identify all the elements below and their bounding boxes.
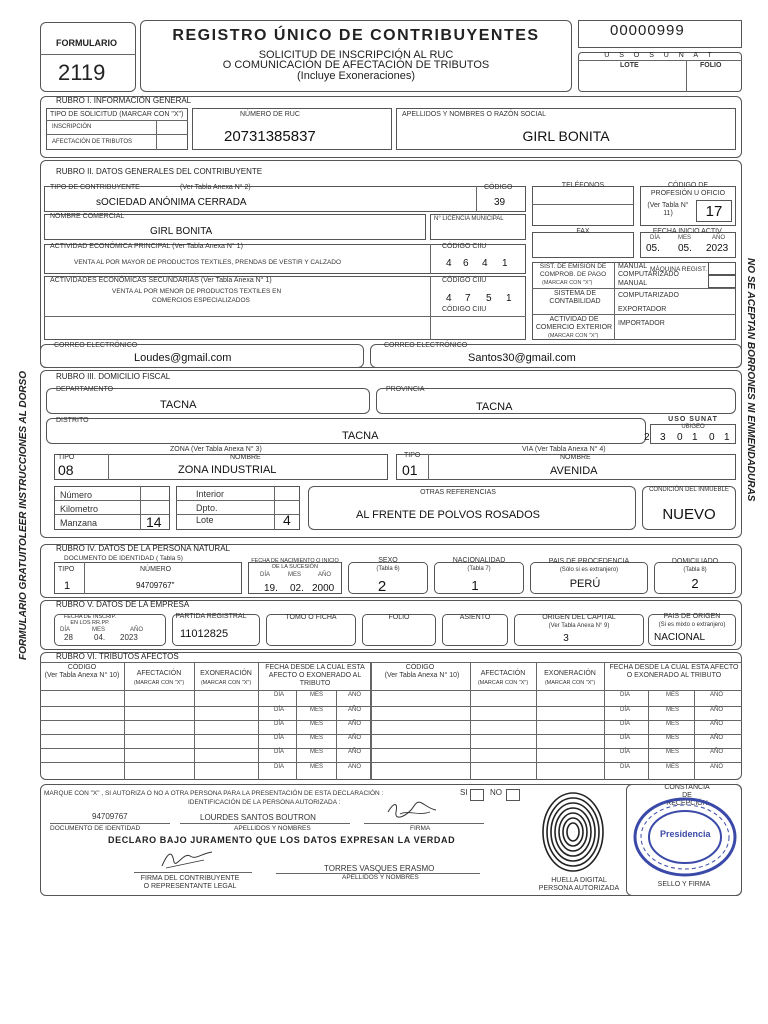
computarizado-checkbox[interactable]	[708, 275, 736, 288]
subtitle-1: SOLICITUD DE INSCRIPCIÓN AL RUC	[258, 49, 454, 61]
trib-date-mes-label: MES	[666, 735, 680, 741]
codigo-ciiu-label-3: CÓDIGO CIIU	[442, 306, 487, 313]
zona-label: ZONA (Ver Tabla Anexa N° 3)	[170, 446, 262, 453]
origen-capital-ref: (Ver Tabla Anexa N° 9)	[548, 623, 610, 629]
trib-date-anio-label: AÑO	[348, 749, 362, 755]
lote-label: LOTE	[620, 62, 639, 69]
signature-2	[156, 846, 216, 872]
divider	[44, 316, 526, 317]
rubro-1-title: RUBRO I. INFORMACIÓN GENERAL	[56, 96, 192, 105]
provincia-value: TACNA	[476, 401, 513, 413]
declaro-text: DECLARO BAJO JURAMENTO QUE LOS DATOS EXPRESAN LA VERDAD	[108, 835, 456, 845]
manual-label-2: MANUAL	[618, 280, 648, 287]
nombre-comercial-label: NOMBRE COMERCIAL	[50, 213, 125, 220]
autoriza-text: MARQUE CON "X" , SI AUTORIZA O NO A OTRA PERSONA PARA LA PRESENTACIÓN DE ESTA DECLARACIÓN :	[44, 790, 384, 797]
ruc-value: 20731385837	[224, 128, 316, 145]
ciiu1-digit-4: 1	[502, 258, 508, 269]
trib-date-dia-label: DÍA	[620, 721, 631, 727]
trib-date-dia-label: DÍA	[274, 707, 285, 713]
tomo-label: TOMO O FICHA	[285, 614, 337, 621]
divider	[532, 314, 736, 315]
divider	[274, 486, 275, 530]
ubigeo-label: UBIGEO	[681, 424, 705, 430]
trib-date-mes-label: MES	[666, 749, 680, 755]
trib-fecha-label-2: FECHA DESDE LA CUAL ESTA AFECTO O EXONERADO AL TRIBUTO	[609, 664, 739, 679]
side-text-right: NO SE ACEPTAN BORRONES NI ENMENDADURAS	[745, 258, 756, 502]
divider	[40, 720, 742, 721]
sist-emision-label: SIST. DE EMISIÓN DE COMPROB. DE PAGO	[539, 263, 607, 278]
ident-text: IDENTIFICACIÓN DE LA PERSONA AUTORIZADA :	[188, 799, 341, 806]
divider	[176, 514, 300, 515]
nombre-label: APELLIDOS Y NOMBRES O RAZÓN SOCIAL	[402, 111, 547, 118]
afectacion-checkbox[interactable]	[158, 135, 186, 149]
tipo-contribuyente-ref: (Ver Tabla Anexa N° 2)	[180, 184, 251, 191]
divider	[108, 454, 109, 480]
nac-anio: AÑO	[318, 572, 332, 578]
tipo-contribuyente-label: TIPO DE CONTRIBUYENTE	[50, 184, 140, 191]
domiciliado-ref: (Tabla 8)	[683, 567, 707, 573]
provincia-label: PROVINCIA	[386, 386, 425, 393]
rubro-2-title: RUBRO II. DATOS GENERALES DEL CONTRIBUYENTE	[56, 167, 263, 176]
autorizado-doc-label: DOCUMENTO DE IDENTIDAD	[50, 825, 141, 832]
inscrip-dia: DÍA	[60, 627, 71, 633]
act-comercio-marcar: (MARCAR CON "X")	[548, 333, 599, 339]
ciiu2-digit-2: 7	[465, 293, 471, 304]
distrito-label: DISTRITO	[56, 417, 89, 424]
profesion-value: 17	[705, 203, 723, 220]
doc-tipo-label: TIPO	[58, 566, 75, 573]
divider	[134, 872, 252, 873]
ubigeo-digit-3: 0	[677, 432, 683, 443]
trib-date-dia-label: DÍA	[620, 735, 631, 741]
subtitle-3: (Incluye Exoneraciones)	[296, 70, 415, 82]
zona-nombre-value: ZONA INDUSTRIAL	[178, 464, 277, 476]
ubigeo-digit-2: 3	[660, 432, 666, 443]
telefonos-label: TELÉFONOS	[561, 182, 605, 189]
kilometro-label: Kilometro	[60, 504, 99, 514]
fecha-nacimiento-label: FECHA DE NACIMIENTO O INICIO DE LA SUCESIÓN	[251, 558, 339, 570]
trib-exoneracion-marcar-2: (MARCAR CON "X")	[544, 680, 596, 686]
fecha-inicio-dia: 05.	[646, 243, 660, 254]
fecha-mes: MES	[678, 235, 692, 241]
manzana-value: 14	[146, 514, 162, 530]
actividad-secundaria-value-2: COMERCIOS ESPECIALIZADOS	[152, 297, 250, 304]
fecha-nacimiento-mes: 02.	[290, 583, 304, 594]
ubigeo-digit-1: 2	[644, 432, 650, 443]
divider	[40, 54, 136, 55]
trib-exoneracion-label-2: EXONERACIÓN	[544, 670, 596, 677]
interior-grid	[176, 486, 300, 530]
domiciliado-label: DOMICILIADO	[671, 558, 719, 565]
fingerprint-image	[540, 788, 606, 874]
divider	[428, 454, 429, 480]
ubigeo-digit-5: 0	[709, 432, 715, 443]
origen-capital-label: ORIGEN DEL CAPITAL	[542, 614, 616, 621]
telefonos-box	[532, 186, 634, 226]
via-nombre-label: NOMBRE	[560, 454, 591, 461]
exportador-label: EXPORTADOR	[618, 306, 667, 313]
trib-date-dia-label: DÍA	[274, 735, 285, 741]
trib-date-dia-label: DÍA	[620, 764, 631, 770]
trib-date-anio-label: AÑO	[710, 735, 724, 741]
trib-date-anio-label: AÑO	[710, 692, 724, 698]
trib-date-mes-label: MES	[310, 764, 324, 770]
ciiu1-digit-2: 6	[463, 258, 469, 269]
huella-label: HUELLA DIGITAL PERSONA AUTORIZADA	[538, 877, 620, 892]
nombre-comercial-value: GIRL BONITA	[150, 226, 213, 237]
divider	[40, 762, 742, 763]
serial-number: 00000999	[610, 22, 685, 39]
divider	[84, 562, 85, 594]
lote-label: Lote	[196, 515, 214, 525]
divider	[40, 662, 742, 663]
no-label: NO	[490, 788, 502, 797]
fecha-inscrip-anio: 2023	[120, 633, 138, 642]
inscrip-mes: MES	[92, 627, 106, 633]
actividad-secundaria-label: ACTIVIDADES ECONÓMICAS SECUNDARIAS (Ver Tabla Anexa N° 1)	[50, 277, 272, 284]
ciiu2-digit-3: 5	[486, 293, 492, 304]
si-checkbox[interactable]	[470, 789, 484, 801]
trib-date-anio-label: AÑO	[710, 707, 724, 713]
otras-referencias-label: OTRAS REFERENCIAS	[420, 489, 496, 496]
act-comercio-label: ACTIVIDAD DE COMERCIO EXTERIOR	[535, 316, 613, 331]
actividad-principal-value: VENTA AL POR MAYOR DE PRODUCTOS TEXTILES, PRENDAS DE VESTIR Y CALZADO	[74, 259, 342, 266]
trib-date-anio-label: AÑO	[348, 764, 362, 770]
subtitle-2: O COMUNICACIÓN DE AFECTACIÓN DE TRIBUTOS	[222, 59, 490, 71]
trib-codigo-ref-2: (Ver Tabla Anexa N° 10)	[384, 672, 460, 679]
trib-fecha-label-1: FECHA DESDE LA CUAL ESTA AFECTO O EXONERADO AL TRIBUTO	[265, 664, 365, 687]
fax-label: FAX	[576, 228, 590, 235]
nacionalidad-value: 1	[471, 578, 479, 593]
sist-emision-marcar: (MARCAR CON "X")	[542, 280, 593, 286]
autorizado-doc: 94709767	[92, 812, 128, 821]
inscripcion-label: INSCRIPCIÓN	[52, 124, 92, 130]
ciiu1-digit-3: 4	[482, 258, 488, 269]
departamento-value: TACNA	[160, 399, 197, 411]
divider	[648, 690, 649, 780]
folio-label-2: FOLIO	[388, 614, 410, 621]
tipo-contribuyente-value: sOCIEDAD ANÓNIMA CERRADA	[96, 197, 247, 208]
divider	[40, 748, 742, 749]
inscrip-anio: AÑO	[130, 627, 144, 633]
profesion-label-1: CÓDIGO DE	[667, 182, 709, 189]
constancia-label: CONSTANCIA DE RECEPCIÓN	[664, 784, 710, 807]
divider	[476, 186, 477, 212]
stamp-text: Presidencia	[660, 829, 711, 839]
signature-1	[384, 798, 440, 820]
divider	[614, 262, 615, 340]
manual-label: MANUAL	[618, 263, 648, 270]
trib-date-dia-label: DÍA	[274, 764, 285, 770]
divider	[50, 823, 170, 824]
codigo-ciiu-label-1: CÓDIGO CIIU	[442, 243, 487, 250]
trib-date-mes-label: MES	[666, 764, 680, 770]
tipo-solicitud-label: TIPO DE SOLICITUD (MARCAR CON "X")	[50, 111, 184, 118]
trib-date-mes-label: MES	[310, 692, 324, 698]
fecha-inscrip-label: FECHA DE INSCRIP. EN LOS RR.PP.	[63, 614, 117, 626]
manual-checkbox[interactable]	[708, 262, 736, 275]
divider	[430, 276, 431, 340]
zona-nombre-label: NOMBRE	[230, 454, 261, 461]
fecha-inscrip-dia: 28	[64, 633, 73, 642]
trib-date-mes-label: MES	[666, 707, 680, 713]
zona-tipo-value: 08	[58, 462, 74, 478]
uso-sunat-label: U S O S U N A T	[604, 52, 716, 59]
divider	[176, 500, 300, 501]
divider	[180, 823, 350, 824]
manzana-label: Manzana	[60, 518, 98, 528]
trib-date-anio-label: AÑO	[710, 721, 724, 727]
actividad-secundaria-value-1: VENTA AL POR MENOR DE PRODUCTOS TEXTILES EN	[112, 288, 282, 295]
inscripcion-checkbox[interactable]	[158, 121, 186, 133]
ciiu2-digit-1: 4	[446, 293, 452, 304]
formulario-label: FORMULARIO	[56, 38, 117, 48]
computarizado-label-1: COMPUTARIZADO	[618, 271, 679, 278]
asiento-label: ASIENTO	[459, 614, 491, 621]
via-label: VIA (Ver Tabla Anexa N° 4)	[522, 446, 606, 453]
actividad-principal-label: ACTIVIDAD ECONÓMICA PRINCIPAL (Ver Tabla Anexa N° 1)	[50, 243, 243, 250]
divider	[336, 690, 337, 780]
correo-2-value: Santos30@gmail.com	[468, 352, 576, 364]
pais-procedencia-label: PAIS DE PROCEDENCIA	[548, 558, 630, 565]
divider	[578, 60, 742, 61]
doc-numero-label: NÚMERO	[140, 566, 172, 573]
pais-procedencia-ref: (Sólo si es extranjero)	[559, 567, 619, 573]
distrito-value: TACNA	[342, 430, 379, 442]
trib-date-dia-label: DÍA	[620, 707, 631, 713]
trib-date-mes-label: MES	[310, 721, 324, 727]
fecha-inicio-anio: 2023	[706, 243, 729, 254]
divider	[430, 244, 431, 274]
trib-date-dia-label: DÍA	[620, 749, 631, 755]
fecha-anio: AÑO	[712, 235, 726, 241]
dpto-label: Dpto.	[196, 503, 218, 513]
trib-codigo-label-1: CÓDIGO	[67, 664, 97, 671]
trib-date-anio-label: AÑO	[348, 721, 362, 727]
divider	[140, 486, 141, 530]
trib-afectacion-label-2: AFECTACIÓN	[480, 670, 526, 677]
contribuyente-nombre: TORRES VASQUES ERASMO	[324, 864, 435, 873]
pais-origen-ref: (Si es mixto o extranjero)	[658, 622, 726, 628]
sexo-label: SEXO	[378, 557, 398, 564]
doc-identidad-label: DOCUMENTO DE IDENTIDAD ( Tabla 5)	[64, 555, 183, 562]
correo-2-label: CORREO ELECTRÓNICO	[384, 342, 468, 349]
profesion-label-2: PROFESIÓN U OFICIO	[650, 190, 726, 197]
trib-date-anio-label: AÑO	[348, 735, 362, 741]
trib-codigo-label-2: CÓDIGO	[405, 664, 435, 671]
maquina-label: MÁQUINA REGIST.	[650, 266, 708, 273]
interior-label: Interior	[196, 489, 225, 499]
condicion-value: NUEVO	[662, 506, 716, 523]
trib-date-mes-label: MES	[666, 692, 680, 698]
zona-tipo-label: TIPO	[58, 454, 75, 461]
divider	[364, 823, 484, 824]
sexo-ref: (Tabla 6)	[376, 566, 400, 572]
domiciliado-value: 2	[691, 576, 699, 591]
trib-date-dia-label: DÍA	[274, 721, 285, 727]
trib-date-mes-label: MES	[310, 735, 324, 741]
firma-label: FIRMA	[410, 825, 431, 832]
divider	[686, 60, 687, 92]
divider	[40, 734, 742, 735]
fecha-inicio-label: FECHA INICIO ACTIV.	[652, 228, 724, 235]
firma-contribuyente-label: FIRMA DEL CONTRIBUYENTE O REPRESENTANTE LEGAL	[140, 875, 240, 890]
no-checkbox[interactable]	[506, 789, 520, 801]
pais-origen-value: NACIONAL	[654, 632, 706, 643]
partida-label: PARTIDA REGISTRAL	[175, 613, 247, 620]
nacionalidad-label: NACIONALIDAD	[452, 557, 506, 564]
codigo-label: CÓDIGO	[484, 184, 513, 191]
nac-mes: MES	[288, 572, 302, 578]
trib-date-mes-label: MES	[666, 721, 680, 727]
pais-procedencia-value: PERÚ	[569, 578, 601, 590]
divider	[156, 120, 157, 150]
trib-codigo-ref-1: (Ver Tabla Anexa N° 10)	[44, 672, 120, 679]
trib-afectacion-marcar-1: (MARCAR CON "X")	[133, 680, 185, 686]
si-label: SI	[460, 788, 468, 797]
trib-date-mes-label: MES	[310, 707, 324, 713]
rubro-4-title: RUBRO IV. DATOS DE LA PERSONA NATURAL	[56, 544, 230, 553]
lote-value: 4	[283, 512, 291, 528]
numero-label: Número	[60, 490, 93, 500]
nac-dia: DÍA	[260, 572, 271, 578]
trib-date-dia-label: DÍA	[274, 749, 285, 755]
fecha-nacimiento-anio: 2000	[312, 583, 335, 594]
trib-afectacion-marcar-2: (MARCAR CON "X")	[477, 680, 529, 686]
doc-tipo-value: 1	[64, 580, 71, 592]
trib-date-mes-label: MES	[310, 749, 324, 755]
otras-referencias-value: AL FRENTE DE POLVOS ROSADOS	[356, 509, 540, 521]
side-text-left: FORMULARIO GRATUITOLEER INSTRUCCIONES AL DORSO	[18, 370, 29, 660]
importador-label: IMPORTADOR	[618, 320, 665, 327]
trib-date-anio-label: AÑO	[348, 692, 362, 698]
divider	[296, 690, 297, 780]
uso-sunat-label-2: USO SUNAT	[668, 416, 718, 423]
codigo-ciiu-label-2: CÓDIGO CIIU	[442, 277, 487, 284]
computarizado-label-2: COMPUTARIZADO	[618, 292, 679, 299]
sexo-value: 2	[377, 578, 387, 595]
pais-origen-label: PAIS DE ORIGEN	[663, 613, 721, 620]
trib-exoneracion-marcar-1: (MARCAR CON "X")	[200, 680, 252, 686]
autorizado-nombre-label: APELLIDOS Y NOMBRES	[234, 825, 311, 832]
ciiu2-digit-4: 1	[506, 293, 512, 304]
fecha-nacimiento-dia: 19.	[264, 583, 278, 594]
ubigeo-digit-4: 1	[692, 432, 698, 443]
licencia-label: N° LICENCIA MUNICIPAL	[434, 216, 504, 222]
profesion-ref: (Ver Tabla N° 11)	[647, 202, 689, 217]
contribuyente-nombre-label: APELLIDOS Y NOMBRES	[342, 874, 419, 881]
trib-date-dia-label: DÍA	[620, 692, 631, 698]
autorizado-nombre: LOURDES SANTOS BOUTRON	[200, 813, 316, 822]
divider	[532, 288, 736, 289]
nacionalidad-ref: (Tabla 7)	[467, 566, 491, 572]
fecha-inicio-mes: 05.	[678, 243, 692, 254]
provincia-box	[376, 388, 736, 414]
divider	[40, 690, 742, 691]
trib-date-anio-label: AÑO	[710, 749, 724, 755]
ubigeo-digit-6: 1	[724, 432, 730, 443]
formulario-number: 2119	[58, 60, 106, 85]
partida-value: 11012825	[180, 628, 229, 640]
condicion-label: CONDICIÓN DEL INMUEBLE	[649, 487, 729, 493]
via-tipo-label: TIPO	[404, 452, 421, 459]
sello-label: SELLO Y FIRMA	[657, 881, 711, 888]
divider	[694, 690, 695, 780]
doc-numero-value: 94709767"	[136, 581, 175, 590]
origen-capital-value: 3	[563, 633, 569, 644]
trib-date-anio-label: AÑO	[710, 764, 724, 770]
fecha-dia: DÍA	[650, 235, 661, 241]
page-title: REGISTRO ÚNICO DE CONTRIBUYENTES	[172, 27, 540, 44]
via-tipo-value: 01	[402, 462, 418, 478]
divider	[54, 500, 170, 501]
trib-date-dia-label: DÍA	[274, 692, 285, 698]
correo-1-value: Loudes@gmail.com	[134, 352, 232, 364]
sist-contab-label: SISTEMA DE CONTABILIDAD	[549, 290, 601, 305]
via-nombre-value: AVENIDA	[550, 465, 598, 477]
trib-exoneracion-label-1: EXONERACIÓN	[200, 670, 252, 677]
rubro-6-title: RUBRO VI. TRIBUTOS AFECTOS	[56, 652, 179, 661]
fecha-inscrip-mes: 04.	[94, 633, 106, 642]
tipo-contribuyente-code: 39	[494, 197, 506, 208]
folio-label: FOLIO	[700, 62, 722, 69]
nombre-value: GIRL BONITA	[522, 128, 610, 144]
rubro-5-title: RUBRO V. DATOS DE LA EMPRESA	[56, 600, 190, 609]
ciiu1-digit-1: 4	[446, 258, 452, 269]
rubro-3-title: RUBRO III. DOMICILIO FISCAL	[56, 372, 171, 381]
correo-1-label: CORREO ELECTRÓNICO	[54, 342, 138, 349]
divider	[532, 204, 634, 205]
trib-date-anio-label: AÑO	[348, 707, 362, 713]
departamento-label: DEPARTAMENTO	[56, 386, 114, 393]
divider	[40, 706, 742, 707]
afectacion-label: AFECTACIÓN DE TRIBUTOS	[52, 139, 133, 145]
trib-afectacion-label-1: AFECTACIÓN	[136, 670, 182, 677]
ruc-label: NÚMERO DE RUC	[240, 111, 300, 118]
